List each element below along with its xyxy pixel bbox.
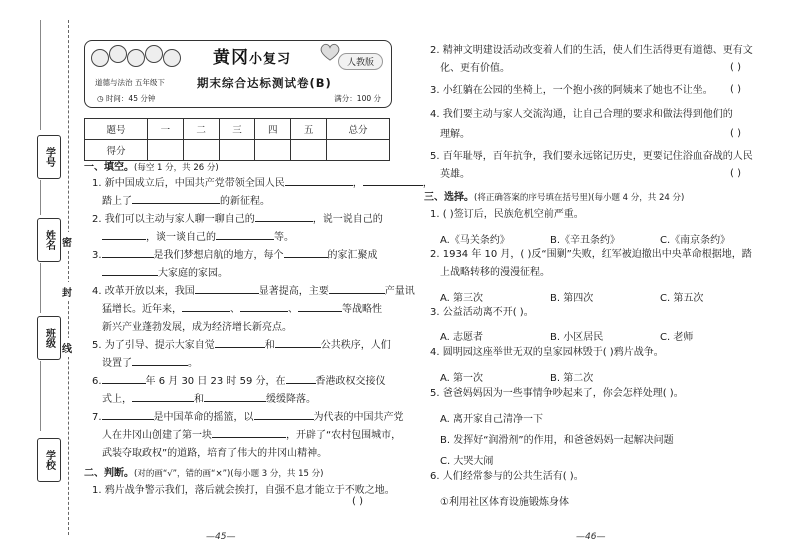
school-label: 学校	[43, 450, 55, 470]
brand-main: 黄冈	[213, 48, 249, 68]
choice-q1-option-c[interactable]: C.《南京条约》	[660, 235, 731, 246]
edition-badge: 人教版	[338, 53, 383, 70]
answer-blank[interactable]	[102, 371, 146, 384]
answer-blank[interactable]	[284, 245, 328, 258]
header-cell: 题号	[85, 119, 148, 140]
answer-blank[interactable]	[182, 299, 230, 312]
q5-text: 。	[188, 358, 198, 369]
q4-text: 显著提高，主要	[258, 286, 329, 297]
choice-q1: 1. ( )签订后，民族危机空前严重。	[430, 209, 584, 220]
q1-text: 的新征程。	[220, 196, 270, 207]
name-label: 姓名	[43, 230, 55, 250]
answer-blank[interactable]	[102, 227, 146, 240]
exam-title: 期末综合达标测试卷(B)	[197, 76, 332, 90]
choice-q2-line1: 2. 1934 年 10 月，( )反“围剿”失败，红军被迫撤出中央革命根据地，踏	[430, 249, 752, 260]
q2-text: 等。	[274, 232, 294, 243]
judge-q4-line2: 理解。	[440, 129, 470, 140]
q6-text: 和	[194, 394, 204, 405]
q7-text: ，开辟了“农村包围城市，	[286, 430, 402, 441]
q5-text: 公共秩序，人们	[320, 340, 391, 351]
class-blank	[40, 263, 57, 313]
judge-q5-line2: 英雄。	[440, 169, 470, 180]
page-number-right: —46—	[576, 532, 606, 542]
answer-blank[interactable]	[216, 227, 274, 240]
answer-blank[interactable]	[286, 371, 316, 384]
choice-q3-option-c[interactable]: C. 老师	[660, 332, 694, 343]
class-label: 班级	[43, 328, 55, 348]
q6-text: 6.	[92, 376, 102, 387]
answer-blank[interactable]	[102, 407, 154, 420]
q4-text: 猛增长。近年来，	[102, 304, 182, 315]
q3-text: 是我们梦想启航的地方，每个	[153, 250, 284, 261]
seal-char-mi: 密	[62, 232, 72, 251]
q5-text: 5. 为了引导、提示大家自觉	[92, 340, 215, 351]
binding-strip	[0, 0, 75, 550]
q4-text: 4. 改革开放以来，我国	[92, 286, 195, 297]
header-cell: 五	[291, 119, 327, 140]
score-cell[interactable]	[255, 140, 291, 161]
section1-heading	[84, 158, 219, 173]
page-number-left: —45—	[206, 532, 236, 542]
choice-q5-option-b[interactable]: B. 发挥好“润滑剂”的作用，和爸爸妈妈一起解决问题	[440, 435, 674, 446]
section3-heading	[424, 188, 684, 203]
clock-icon: ◷	[97, 94, 104, 103]
q4-text: 新兴产业蓬勃发展，成为经济增长新亮点。	[102, 322, 292, 333]
choice-q2-option-b[interactable]: B. 第四次	[550, 293, 594, 304]
choice-q3-option-b[interactable]: B. 小区居民	[550, 332, 604, 343]
name-label-box	[37, 218, 61, 262]
header-cell: 三	[219, 119, 255, 140]
header-cell: 二	[183, 119, 219, 140]
score-cell[interactable]	[291, 140, 327, 161]
answer-blank[interactable]	[195, 281, 259, 294]
student-id-label-box	[37, 135, 61, 179]
choice-q2-option-c[interactable]: C. 第五次	[660, 293, 704, 304]
kids-illustration	[91, 45, 183, 71]
q7-text: 武装夺取政权”的道路，培育了伟大的井冈山精神。	[102, 448, 328, 459]
q7-text: 人在井冈山创建了第一块	[102, 430, 212, 441]
q2-text: 2. 我们可以主动与家人聊一聊自己的	[92, 214, 255, 225]
seal-dashed-line	[68, 20, 69, 535]
choice-q3-option-a[interactable]: A. 志愿者	[440, 332, 484, 343]
answer-paren[interactable]: ( )	[730, 84, 741, 95]
student-id-blank	[40, 20, 57, 130]
q5-text: 设置了	[102, 358, 132, 369]
class-label-box	[37, 316, 61, 360]
q5-text: 和	[264, 340, 275, 351]
q6-text: 缓缓降落。	[266, 394, 316, 405]
seal-char-feng: 封	[62, 282, 72, 301]
q7-text: 为代表的中国共产党	[313, 412, 404, 423]
answer-blank[interactable]	[215, 335, 265, 348]
subject-grade: 道德与法治 五年级下	[95, 78, 165, 87]
q7-text: 7.	[92, 412, 102, 423]
answer-blank[interactable]	[102, 245, 154, 258]
q2-text: ，说一说自己的	[312, 214, 383, 225]
judge-q1: 1. 鸦片战争警示我们，落后就会挨打，自强不息才能立于不败之地。	[92, 485, 395, 496]
answer-paren[interactable]: ( )	[352, 496, 363, 507]
judge-q5-line1: 5. 百年耻辱，百年抗争，我们要永远铭记历史，更要记住浴血奋战的人民	[430, 151, 753, 162]
choice-q3: 3. 公益活动离不开( )。	[430, 307, 534, 318]
score-cell[interactable]	[219, 140, 255, 161]
score-cell[interactable]	[326, 140, 389, 161]
brand-logo	[213, 43, 291, 68]
section3-title: 三、选择。	[424, 192, 474, 203]
answer-blank[interactable]	[102, 263, 158, 276]
score-table-header-row	[85, 119, 390, 140]
answer-blank[interactable]	[212, 425, 286, 438]
answer-blank[interactable]	[275, 335, 321, 348]
choice-q1-option-a[interactable]: A.《马关条约》	[440, 235, 510, 246]
header-cell: 四	[255, 119, 291, 140]
choice-q2-line2: 上战略转移的漫漫征程。	[440, 267, 550, 278]
q4-text: 、	[288, 304, 298, 315]
brand-sub: 小复习	[249, 52, 292, 67]
fill-q7-line3	[102, 443, 327, 465]
q4-text: 等战略性	[342, 304, 382, 315]
answer-blank[interactable]	[329, 281, 385, 294]
q1-text: 1. 新中国成立后，中国共产党带领全国人民	[92, 178, 285, 189]
judge-q4-line1: 4. 我们要主动与家人交流沟通，让自己合理的要求和做法得到他们的	[430, 109, 733, 120]
choice-q4-option-b[interactable]: B. 第二次	[550, 373, 594, 384]
q7-text: 是中国革命的摇篮，以	[153, 412, 254, 423]
section2-note: (对的画“√”，错的画“×”)(每小题 3 分，共 15 分)	[134, 469, 324, 479]
student-id-label: 学号	[43, 147, 55, 167]
answer-blank[interactable]	[240, 299, 288, 312]
answer-paren[interactable]: ( )	[730, 128, 741, 139]
answer-blank[interactable]	[132, 389, 194, 402]
page-number-left-value: 45	[215, 532, 227, 542]
name-blank	[40, 180, 57, 215]
school-blank	[40, 361, 57, 431]
header-banner	[84, 40, 392, 108]
section2-heading	[84, 464, 323, 479]
choice-q5-option-a[interactable]: A. 离开家自己清净一下	[440, 414, 544, 425]
q6-text: 式上，	[102, 394, 132, 405]
judge-q3: 3. 小红躺在公园的坐椅上，一个抱小孩的阿姨来了她也不让坐。	[430, 85, 713, 96]
score-table	[84, 118, 390, 161]
choice-q1-option-b[interactable]: B.《辛丑条约》	[550, 235, 621, 246]
choice-q6-option-1[interactable]: ①利用社区体育设施锻炼身体	[440, 497, 569, 508]
header-cell: 总分	[326, 119, 389, 140]
school-label-box	[37, 438, 61, 482]
answer-blank[interactable]	[254, 407, 314, 420]
judge-q2-line2: 化、更有价值。	[440, 63, 510, 74]
choice-q2-option-a[interactable]: A. 第三次	[440, 293, 484, 304]
score-label-cell: 得分	[85, 140, 148, 161]
page-number-right-value: 46	[585, 532, 597, 542]
choice-q4-option-a[interactable]: A. 第一次	[440, 373, 484, 384]
q4-text: 、	[230, 304, 240, 315]
answer-blank[interactable]	[363, 173, 423, 186]
choice-q5: 5. 爸爸妈妈因为一些事情争吵起来了，你会怎样处理( )。	[430, 388, 684, 399]
q3-text: 大家庭的家园。	[158, 268, 228, 279]
q6-text: 年 6 月 30 日 23 时 59 分，在	[145, 376, 286, 387]
time-limit	[97, 93, 155, 104]
answer-blank[interactable]	[298, 299, 342, 312]
q1-text: 踏上了	[102, 196, 132, 207]
seal-char-xian: 线	[62, 338, 72, 357]
answer-blank[interactable]	[132, 353, 188, 366]
time-text: 时间：45 分钟	[105, 94, 156, 103]
full-score: 满分：100 分	[334, 94, 381, 103]
judge-q2-line1: 2. 精神文明建设活动改变着人们的生活，使人们生活得更有道德、更有文	[430, 45, 753, 56]
q2-text: ，谈一谈自己的	[146, 232, 216, 243]
q6-text: 香港政权交接仪	[315, 376, 386, 387]
q1-text: ，	[352, 178, 363, 189]
answer-paren[interactable]: ( )	[730, 168, 741, 179]
choice-q6: 6. 人们经常参与的公共生活有( )。	[430, 471, 584, 482]
section3-note: (将正确答案的序号填在括号里)(每小题 4 分，共 24 分)	[474, 193, 685, 203]
q3-text: 的家汇聚成	[327, 250, 378, 261]
header-cell: 一	[147, 119, 183, 140]
choice-q4: 4. 圆明园这座举世无双的皇家园林毁于( )鸦片战争。	[430, 347, 664, 358]
q4-text: 产量讯	[384, 286, 415, 297]
q1-text: ，	[422, 178, 433, 189]
section2-title: 二、判断。	[84, 468, 134, 479]
section1-note: (每空 1 分，共 26 分)	[134, 163, 219, 173]
section1-title: 一、填空。	[84, 162, 134, 173]
answer-blank[interactable]	[132, 191, 220, 204]
answer-blank[interactable]	[285, 173, 353, 186]
answer-paren[interactable]: ( )	[730, 62, 741, 73]
choice-q5-option-c[interactable]: C. 大哭大闹	[440, 456, 494, 467]
answer-blank[interactable]	[255, 209, 313, 222]
q3-text: 3.	[92, 250, 102, 261]
answer-blank[interactable]	[204, 389, 266, 402]
